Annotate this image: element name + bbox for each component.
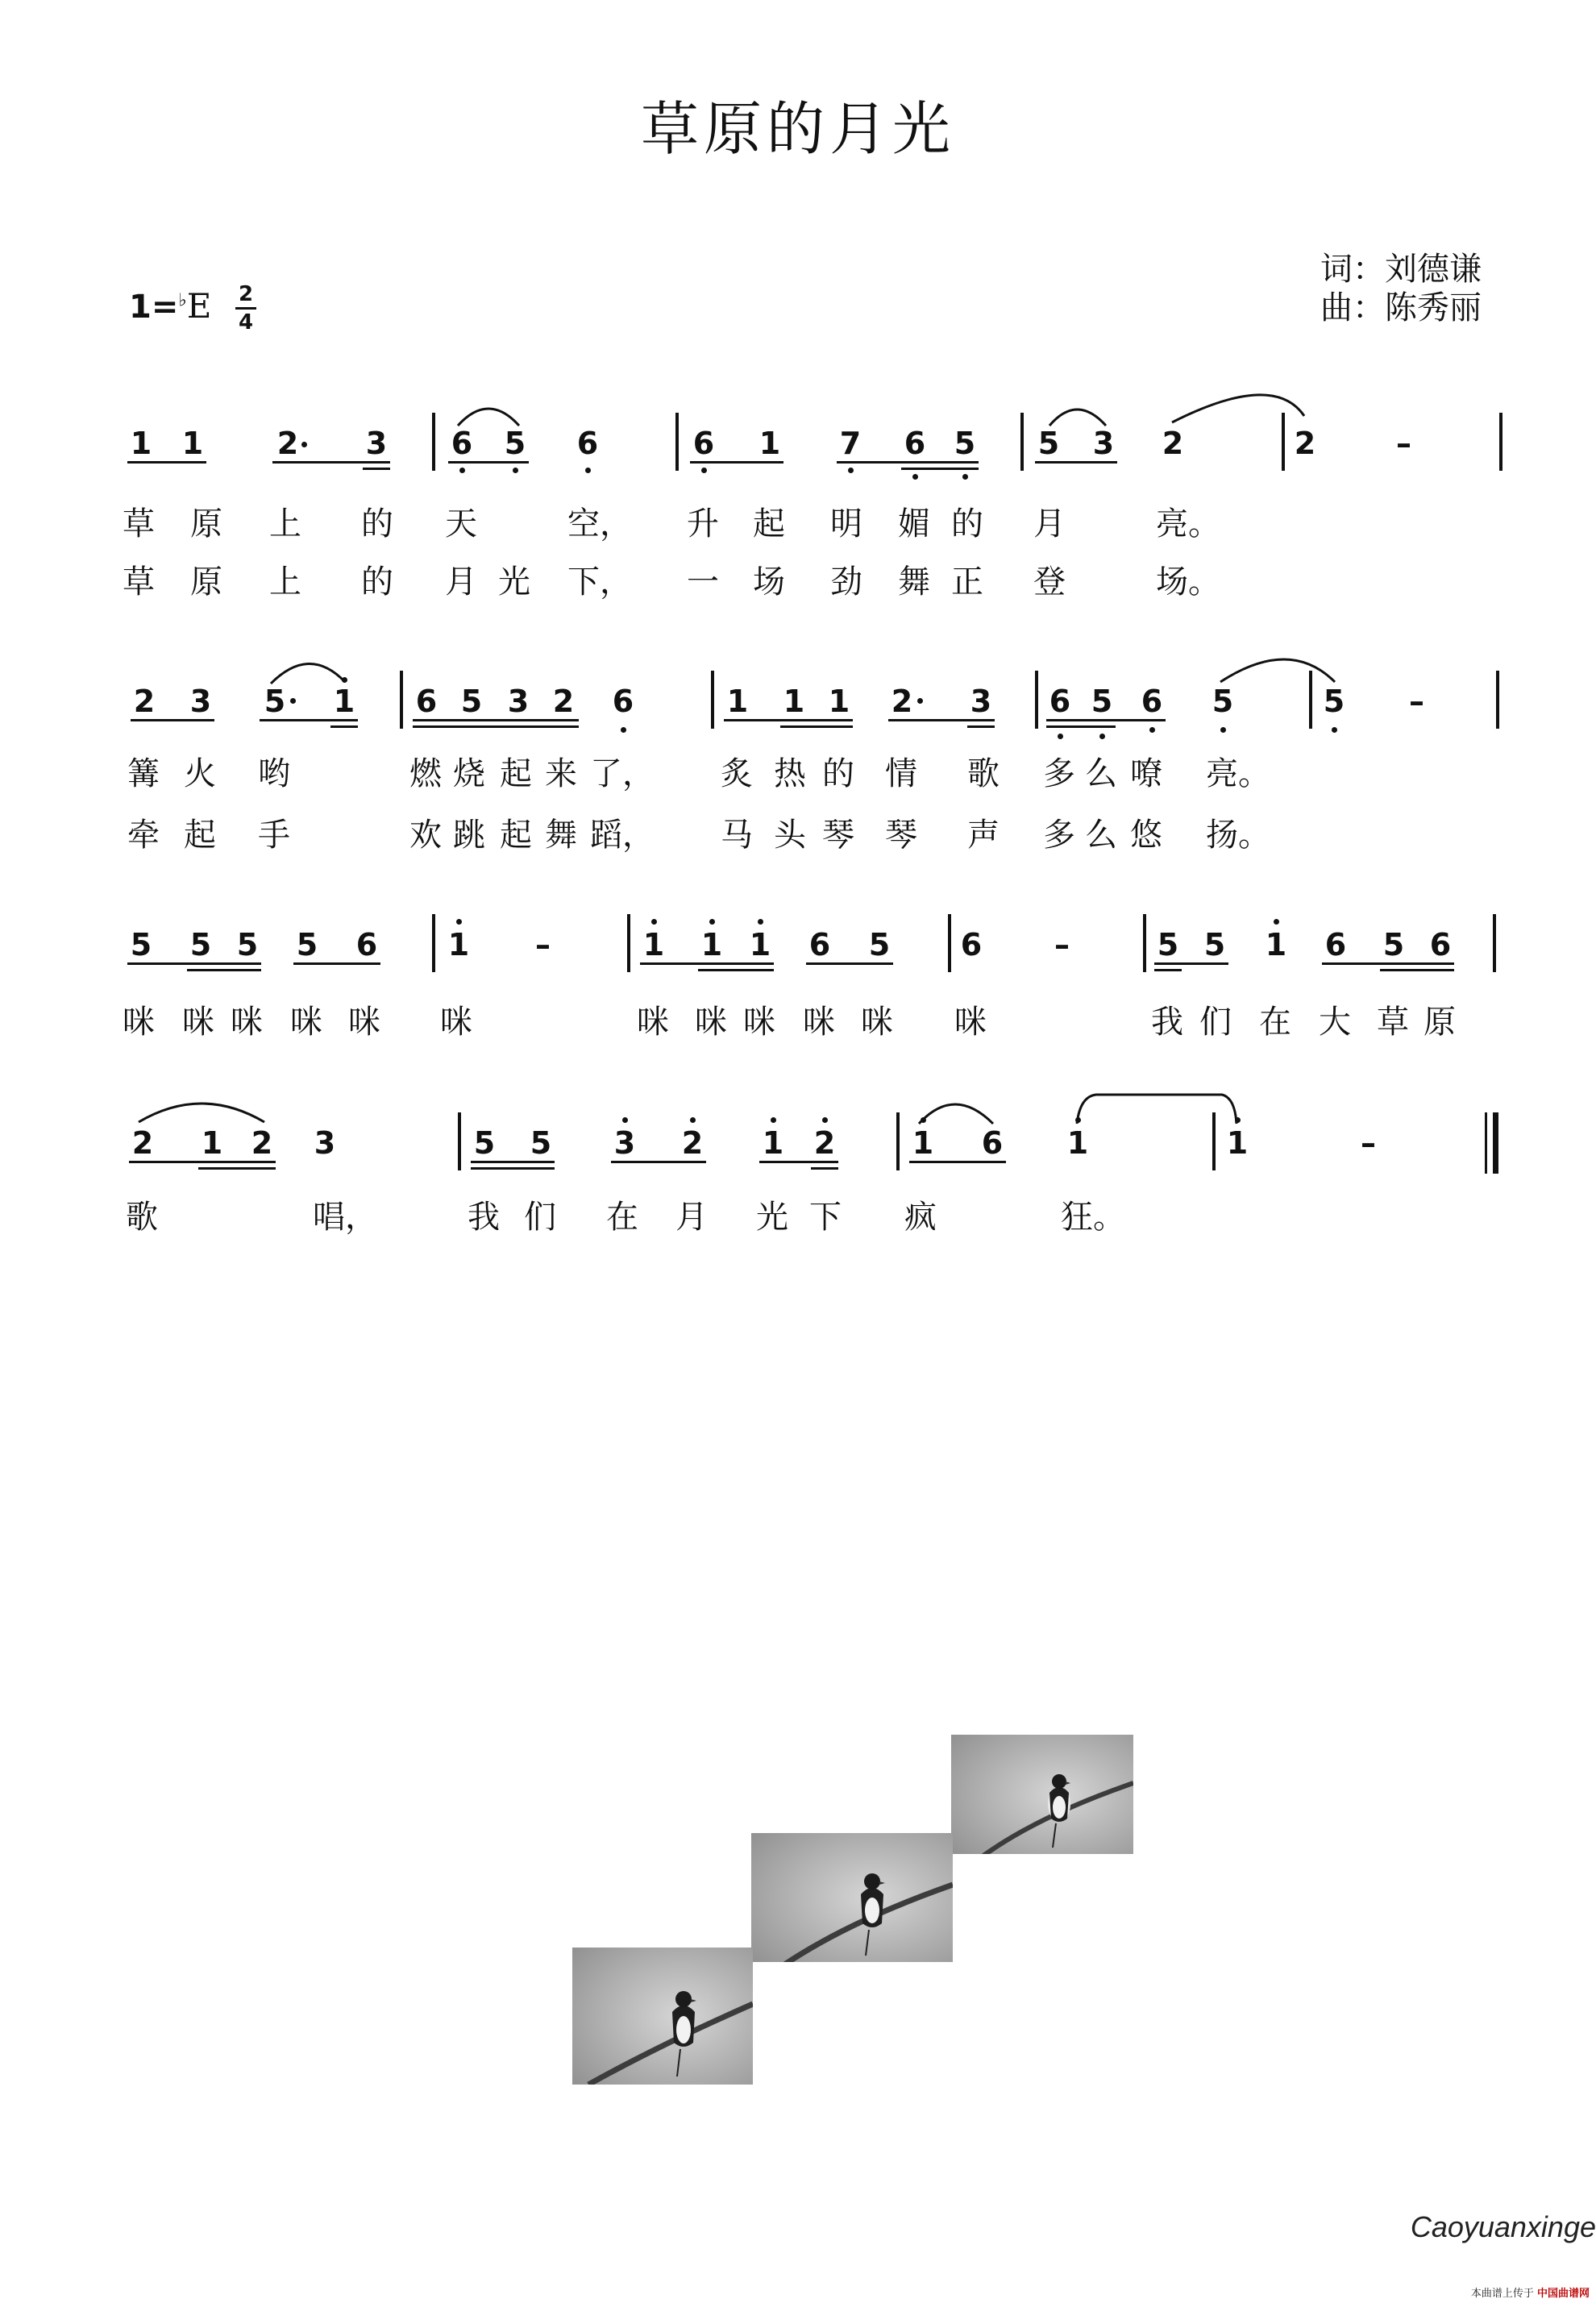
note: 3 <box>189 684 212 719</box>
lyric-char: 上 <box>269 505 301 542</box>
note: 1 <box>447 927 470 962</box>
note: 5 <box>1203 927 1226 962</box>
note: 5 <box>460 684 483 719</box>
note: 3 <box>507 684 530 719</box>
source-prefix: 本曲谱上传于 <box>1470 2288 1534 2300</box>
slur <box>271 663 345 684</box>
note: 6 <box>692 426 715 461</box>
note: 6 <box>904 426 926 461</box>
note: 1 <box>181 426 204 461</box>
lyric-char: 炙 <box>721 755 753 792</box>
note: 1 <box>749 927 771 962</box>
bird-photo <box>572 1948 753 2085</box>
lyric-char: 狂。 <box>1061 1199 1125 1236</box>
note: 1 <box>912 1125 934 1161</box>
lyric-char: 场。 <box>1156 563 1220 601</box>
note: 3 <box>314 1125 336 1161</box>
lyric-char: 舞 <box>545 817 577 854</box>
note: 1 <box>828 684 850 719</box>
note: 5 <box>1212 684 1234 719</box>
lyric-char: 火 <box>184 755 216 792</box>
lyric-char: 登 <box>1033 563 1066 601</box>
note: 5 <box>954 426 976 461</box>
lyric-char: 跳 <box>453 817 485 854</box>
lyric-char: 咪 <box>803 1004 835 1041</box>
lyric-char: 们 <box>524 1199 556 1236</box>
lyric-char: 多 <box>1043 817 1075 854</box>
lyric-char: 光 <box>498 563 530 601</box>
lyric-char: 起 <box>500 817 532 854</box>
lyric-char: 明 <box>830 505 862 542</box>
lyric-char: 琴 <box>822 817 854 854</box>
lyric-char: 月 <box>445 563 477 601</box>
lyric-char: 我 <box>468 1199 500 1236</box>
note: 5 <box>236 927 259 962</box>
note: 2 <box>681 1125 704 1161</box>
lyric-char: 咪 <box>743 1004 775 1041</box>
source-credit <box>1471 2284 1590 2300</box>
lyric-char: 么 <box>1085 755 1117 792</box>
lyric-char: 多 <box>1043 755 1075 792</box>
note: 1 <box>333 684 355 719</box>
lyric-char: 亮。 <box>1156 505 1220 542</box>
lyric-char: 咪 <box>954 1004 987 1041</box>
lyric-char: 来 <box>545 755 577 792</box>
lyric-char: 的 <box>361 505 393 542</box>
note: 2 <box>552 684 575 719</box>
note: 6 <box>1141 684 1163 719</box>
lyric-char: 我 <box>1151 1004 1183 1041</box>
lyric-char: 马 <box>721 817 753 854</box>
lyric-char: 牵 <box>127 817 160 854</box>
lyric-char: 升 <box>687 505 719 542</box>
sustain-dash: – <box>1361 1125 1376 1161</box>
lyric-char: 光 <box>756 1199 788 1236</box>
sustain-dash: – <box>1409 684 1424 719</box>
lyric-char: 媚 <box>898 505 930 542</box>
note: 1 <box>759 426 781 461</box>
lyric-char: 声 <box>967 817 1000 854</box>
lyric-char: 么 <box>1085 817 1117 854</box>
note: 6 <box>1049 684 1071 719</box>
note: 3 <box>970 684 992 719</box>
note: 5 <box>868 927 891 962</box>
lyric-char: 们 <box>1199 1004 1232 1041</box>
note: 2 <box>131 1125 154 1161</box>
note: 2 <box>891 684 913 719</box>
note: 2 <box>1162 426 1184 461</box>
lyric-char: 燃 <box>409 755 442 792</box>
note: 1 <box>1226 1125 1249 1161</box>
note: 1 <box>1066 1125 1089 1161</box>
lyric-char: 原 <box>190 563 222 601</box>
time-numerator: 2 <box>238 282 254 306</box>
bird-photo <box>951 1735 1133 1854</box>
note: 1 <box>726 684 749 719</box>
note: 5 <box>1157 927 1179 962</box>
note: 7 <box>839 426 862 461</box>
lyric-char: 咪 <box>123 1004 155 1041</box>
note: 5 <box>1037 426 1060 461</box>
lyric-char: 琴 <box>885 817 917 854</box>
watermark-text: Caoyuanxinge <box>1410 2210 1596 2243</box>
note: 2 <box>251 1125 273 1161</box>
page-title: 草原的月光 <box>640 95 955 163</box>
lyric-char: 起 <box>500 755 532 792</box>
note: 3 <box>613 1125 636 1161</box>
lyricist-credit: 词：刘德谦 <box>1320 251 1482 288</box>
lyric-char: 扬。 <box>1206 817 1270 854</box>
note: 2 <box>133 684 156 719</box>
lyric-char: 情 <box>885 755 917 792</box>
lyric-char: 哟 <box>258 755 290 792</box>
note: 2 <box>813 1125 836 1161</box>
lyric-char: 热 <box>774 755 806 792</box>
note: 2 <box>1294 426 1316 461</box>
lyric-char: 下， <box>567 563 632 601</box>
lyric-char: 上 <box>269 563 301 601</box>
lyric-char: 场 <box>753 563 785 601</box>
lyric-char: 在 <box>606 1199 638 1236</box>
lyric-char: 的 <box>361 563 393 601</box>
lyric-char: 咪 <box>231 1004 263 1041</box>
note: 5 <box>530 1125 552 1161</box>
lyric-char: 起 <box>184 817 216 854</box>
lyric-char: 唱， <box>313 1199 377 1236</box>
lyric-char: 大 <box>1319 1004 1351 1041</box>
lyric-char: 咪 <box>182 1004 214 1041</box>
note: 6 <box>576 426 599 461</box>
lyric-char: 原 <box>1424 1004 1456 1041</box>
note: 6 <box>355 927 378 962</box>
lyric-char: 篝 <box>127 755 160 792</box>
key-letter: E <box>186 286 212 326</box>
lyric-char: 咪 <box>348 1004 380 1041</box>
slur <box>139 1104 264 1122</box>
lyric-char: 歌 <box>126 1199 158 1236</box>
note: 5 <box>1323 684 1345 719</box>
lyric-char: 咪 <box>290 1004 322 1041</box>
note: 5 <box>1091 684 1113 719</box>
slur <box>1172 395 1304 422</box>
key-prefix: 1= <box>129 289 179 326</box>
lyric-char: 咪 <box>861 1004 893 1041</box>
note: 6 <box>415 684 438 719</box>
lyric-char: 草 <box>123 505 155 542</box>
lyric-char: 咪 <box>695 1004 727 1041</box>
lyric-char: 月 <box>1033 505 1066 542</box>
note: 1 <box>130 426 152 461</box>
lyric-char: 天 <box>445 505 477 542</box>
note: 5 <box>189 927 212 962</box>
slur <box>1220 659 1335 682</box>
time-denominator: 4 <box>238 310 254 335</box>
lyric-char: 亮。 <box>1206 755 1270 792</box>
lyric-char: 一 <box>687 563 719 601</box>
lyric-char: 烧 <box>453 755 485 792</box>
lyric-char: 欢 <box>409 817 442 854</box>
slur <box>919 1104 993 1124</box>
note: 5 <box>130 927 152 962</box>
lyric-char: 正 <box>951 563 983 601</box>
flat-sign: ♭ <box>178 290 187 311</box>
note: 3 <box>1092 426 1115 461</box>
sustain-dash: – <box>1396 426 1411 461</box>
note: 6 <box>1429 927 1452 962</box>
note: 1 <box>762 1125 784 1161</box>
lyric-char: 蹈， <box>590 817 655 854</box>
note: 3 <box>365 426 388 461</box>
lyric-char: 月 <box>675 1199 708 1236</box>
slur <box>1049 409 1106 426</box>
lyric-char: 咪 <box>440 1004 472 1041</box>
lyric-char: 舞 <box>898 563 930 601</box>
lyric-char: 嘹 <box>1130 755 1162 792</box>
note: 5 <box>264 684 286 719</box>
lyric-char: 下 <box>809 1199 842 1236</box>
note: 6 <box>960 927 983 962</box>
note: 1 <box>783 684 805 719</box>
lyric-char: 原 <box>190 505 222 542</box>
note: 1 <box>1265 927 1287 962</box>
note: 1 <box>201 1125 223 1161</box>
lyric-char: 在 <box>1259 1004 1291 1041</box>
note: 2 <box>276 426 299 461</box>
note: 1 <box>642 927 665 962</box>
lyric-char: 劲 <box>830 563 862 601</box>
note: 6 <box>451 426 473 461</box>
lyric-char: 空， <box>567 505 632 542</box>
lyric-char: 歌 <box>967 755 1000 792</box>
lyric-char: 的 <box>951 505 983 542</box>
note: 6 <box>1324 927 1347 962</box>
lyric-char: 疯 <box>904 1199 937 1236</box>
note: 5 <box>473 1125 496 1161</box>
sustain-dash: – <box>535 927 551 962</box>
note: 5 <box>296 927 318 962</box>
note: 5 <box>1382 927 1405 962</box>
tie <box>1077 1095 1236 1124</box>
source-brand[interactable]: 中国曲谱网 <box>1536 2288 1590 2300</box>
composer-credit: 曲：陈秀丽 <box>1320 289 1482 326</box>
lyric-char: 手 <box>258 817 290 854</box>
lyric-char: 悠 <box>1130 817 1162 854</box>
note: 5 <box>504 426 526 461</box>
lyric-char: 咪 <box>637 1004 669 1041</box>
lyric-char: 的 <box>822 755 854 792</box>
note: 6 <box>612 684 634 719</box>
note: 6 <box>808 927 831 962</box>
note: 6 <box>981 1125 1004 1161</box>
note: 1 <box>700 927 723 962</box>
lyric-char: 起 <box>753 505 785 542</box>
lyric-char: 了， <box>590 755 655 792</box>
lyric-char: 头 <box>774 817 806 854</box>
slur <box>458 409 519 426</box>
lyric-char: 草 <box>1377 1004 1409 1041</box>
bird-photo <box>751 1833 953 1962</box>
lyric-char: 草 <box>123 563 155 601</box>
sustain-dash: – <box>1054 927 1070 962</box>
